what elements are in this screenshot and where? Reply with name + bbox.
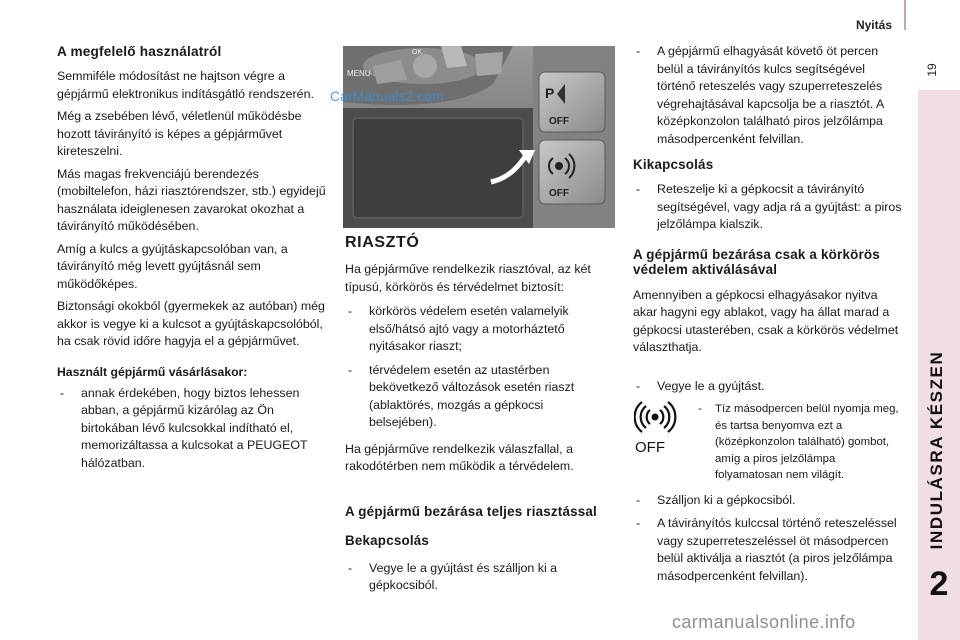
ok-label: OK: [412, 49, 423, 56]
chapter-number: 2: [929, 565, 949, 603]
watermark-top: CarManuals2.com: [330, 88, 444, 104]
page-number: [920, 58, 944, 82]
off-label-top: OFF: [549, 116, 569, 127]
console-photo: [343, 46, 615, 228]
alarm-item-volumetric: - térvédelem esetén az utastérben bekövetkező változások esetén riaszt (ablaktörés, mozgás a gépkocsi belsejében).: [345, 362, 610, 432]
used-vehicle-heading: Használt gépjármű vásárlásakor:: [57, 364, 248, 379]
alarm-note: Ha gépjárműve rendelkezik válaszfallal, a rakodótérben nem működik a térvédelem.: [345, 441, 574, 473]
off-icon-label: OFF: [635, 439, 665, 456]
watermark-bottom: carmanualsonline.info: [672, 612, 856, 632]
left-paragraph-3: Más magas frekvenciájú berendezés (mobiltelefon, házi riasztórendszer, stb.) egyidejű használata ideiglenesen zavarokat okozhat a távirányító működésében.: [57, 166, 326, 233]
activation-item: - Vegye le a gyújtást és szálljon ki a gépkocsiból.: [345, 560, 610, 595]
middle-column: [345, 234, 610, 595]
alarm-title: RIASZTÓ: [345, 234, 420, 251]
volumetric-off-button-icon: [634, 397, 680, 457]
left-column: [57, 44, 332, 472]
perimeter-only-heading: A gépjármű bezárása csak a körkörös védelem aktiválásával: [633, 246, 880, 277]
left-paragraph-2: Még a zsebében lévő, véletlenül működésbe hozott távirányító is képes a gépjárművet kireteszelni.: [57, 109, 302, 158]
chapter-title-text: INDULÁSRA KÉSZEN: [927, 350, 946, 550]
left-paragraph-5: Biztonsági okokból (gyermekek az autóban) még akkor is vegye ki a kulcsot a gyújtáskapcsolóból, ha csak rövid időre hagyja el a gépjárművet.: [57, 299, 325, 348]
activation-heading: Bekapcsolás: [345, 532, 430, 548]
perimeter-step-1-sub: - Tíz másodpercen belül nyomja meg, és tartsa benyomva ezt a (középkonzolon található) gombot, amíg a piros jelzőlámpa folyamatosan nem világít.: [695, 401, 905, 484]
perimeter-step-2: - Szálljon ki a gépkocsiból.: [633, 492, 905, 510]
deactivation-item: - Reteszelje ki a gépkocsit a távirányító segítségével, vagy adja rá a gyújtást: a piros jelzőlámpa kialszik.: [633, 181, 905, 234]
section-title: Nyitás: [855, 18, 892, 32]
left-heading: A megfelelő használatról: [57, 44, 222, 59]
alarm-intro: Ha gépjárműve rendelkezik riasztóval, az két típusú, körkörös és térvédelmet biztosít:: [345, 262, 591, 294]
used-vehicle-item: - annak érdekében, hogy biztos lehessen abban, a gépjármű kizárólag az Ön birtokában lévő kulcsokkal indítható el, memorizáltassa a kulcsokat a PEUGEOT hálózatban.: [57, 385, 332, 473]
full-alarm-heading: A gépjármű bezárása teljes riasztással: [345, 503, 597, 519]
alarm-item-perimeter: - körkörös védelem esetén valamelyik első/hátsó ajtó vagy a motorháztető nyitásakor riaszt;: [345, 303, 610, 356]
perimeter-step-1: - Vegye le a gyújtást.: [633, 378, 905, 396]
deactivation-heading: Kikapcsolás: [633, 157, 714, 172]
menu-label: MENU: [347, 69, 371, 78]
activation-item-continued: - A gépjármű elhagyását követő öt percen belül a távirányítós kulcs segítségével történő reteszelés vagy szuperreteszelés végrehajtásával kapcsolja be a riasztót. A középkonzolon található piros jelzőlámpa másodpercenként felvillan.: [633, 43, 905, 148]
right-column: [633, 43, 905, 585]
page-number-text: 19: [925, 63, 939, 77]
left-paragraph-4: Amíg a kulcs a gyújtáskapcsolóban van, a távirányító még levett gyújtásnál sem működőképes.: [57, 241, 288, 291]
left-paragraph-1: Semmiféle módosítást ne hajtson végre a gépjármű elektronikus indításgátló rendszerén.: [57, 69, 314, 101]
perimeter-step-3: - A távirányítós kulccsal történő reteszeléssel vagy szuperreteszeléssel öt másodpercen belül aktiválja a riasztót (a piros jelzőlámpa másodpercenként felvillan).: [633, 515, 905, 585]
off-label-bottom: OFF: [549, 188, 569, 199]
p-label: P: [545, 85, 555, 101]
perimeter-only-intro: Amennyiben a gépkocsi elhagyásakor nyitva akar hagyni egy ablakot, vagy ha állat marad a gépkocsi utasterében, csak a körkörös védelmet választhatja.: [633, 287, 899, 354]
chapter-title: [922, 340, 952, 560]
header-divider: [904, 0, 906, 30]
console-illustration: [343, 46, 615, 228]
